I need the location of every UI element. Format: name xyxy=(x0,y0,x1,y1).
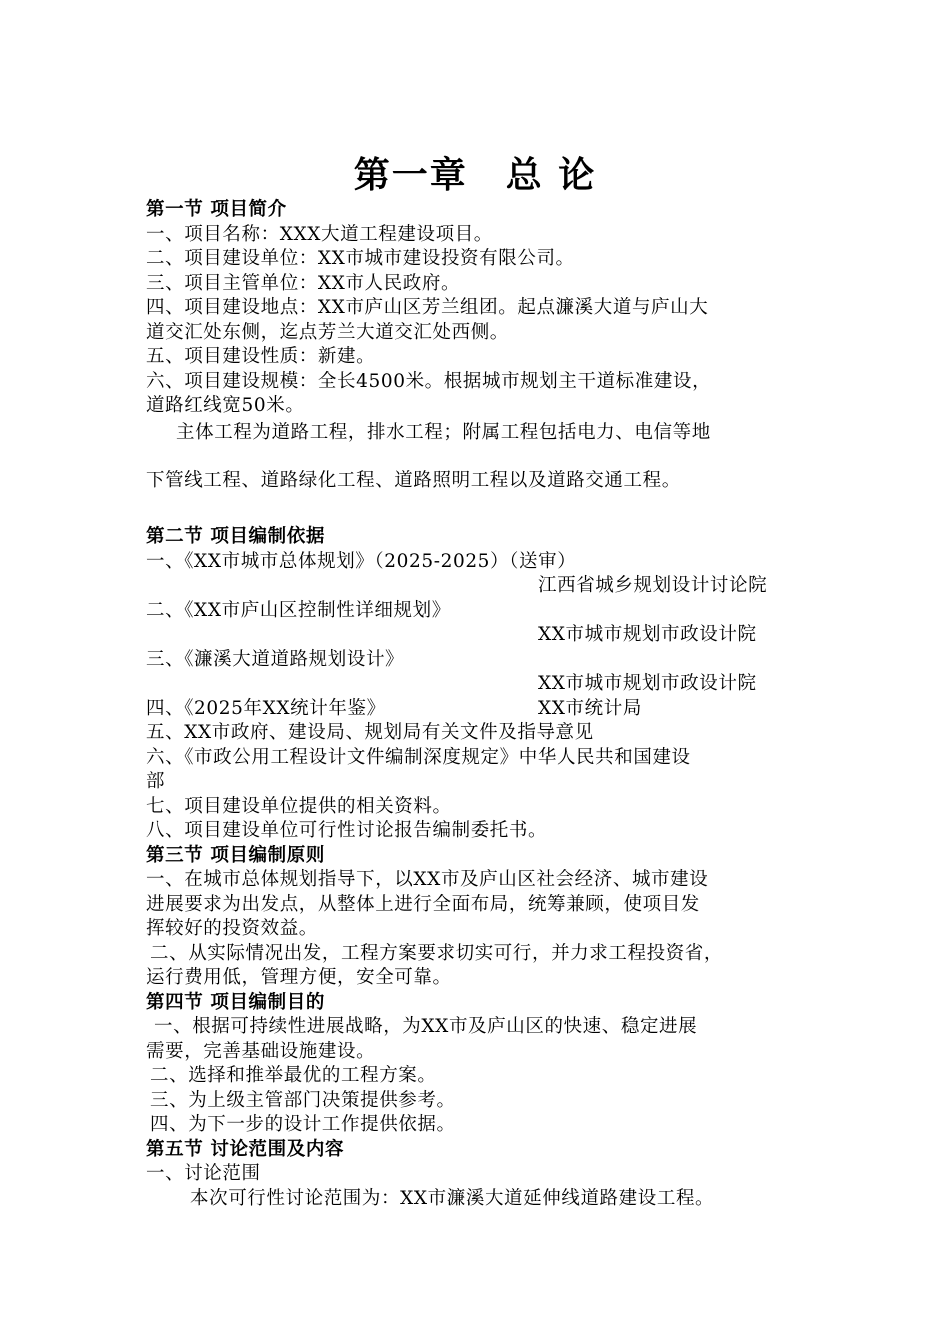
s2-line-8: 八、项目建设单位可行性讨论报告编制委托书。 xyxy=(146,820,548,841)
s1-paragraph-2: 下管线工程、道路绿化工程、道路照明工程以及道路交通工程。 xyxy=(146,469,681,491)
s1-line-1: 一、项目名称：XXX大道工程建设项目。 xyxy=(146,223,493,245)
s4-line-3: 三、为上级主管部门决策提供参考。 xyxy=(150,1089,456,1111)
s1-line-2: 二、项目建设单位：XX市城市建设投资有限公司。 xyxy=(146,248,575,269)
s1-line-5: 五、项目建设性质：新建。 xyxy=(146,346,376,367)
s2-line-4-source: XX市统计局 xyxy=(538,697,642,719)
s2-line-1-source: 江西省城乡规划设计讨论院 xyxy=(538,575,768,596)
s2-line-6a: 六、《市政公用工程设计文件编制深度规定》中华人民共和国建设 xyxy=(146,746,691,768)
s2-line-1: 一、《XX市城市总体规划》（2025-2025）（送审） xyxy=(146,550,577,572)
s1-line-6a: 六、项目建设规模：全长4500米。根据城市规划主干道标准建设， xyxy=(146,370,712,392)
section-1-heading: 第一节 项目简介 xyxy=(146,199,287,220)
chapter-title: 第一章 总 论 xyxy=(353,155,597,196)
s3-line-1b: 进展要求为出发点，从整体上进行全面布局，统筹兼顾，使项目发 xyxy=(146,893,700,915)
s5-line-2: 本次可行性讨论范围为：XX市濂溪大道延伸线道路建设工程。 xyxy=(190,1187,715,1209)
s1-paragraph-1: 主体工程为道路工程，排水工程；附属工程包括电力、电信等地 xyxy=(176,421,711,443)
s4-line-1a: 一、根据可持续性进展战略，为XX市及庐山区的快速、稳定进展 xyxy=(154,1016,698,1037)
s3-line-2b: 运行费用低，管理方便，安全可靠。 xyxy=(146,967,452,988)
section-spacer xyxy=(146,493,826,525)
s3-line-1c: 挥较好的投资效益。 xyxy=(146,918,318,939)
s2-line-4: 四、《2025年XX统计年鉴》 xyxy=(146,697,386,719)
s1-line-3: 三、项目主管单位：XX市人民政府。 xyxy=(146,272,461,294)
s2-line-2-source: XX市城市规划市政设计院 xyxy=(538,624,757,645)
s5-line-1: 一、讨论范围 xyxy=(146,1163,261,1184)
document-body xyxy=(146,198,826,1211)
s2-line-3: 三、《濂溪大道道路规划设计》 xyxy=(146,648,405,670)
s2-line-6b: 部 xyxy=(146,771,166,792)
section-5-heading: 第五节 讨论范围及内容 xyxy=(146,1138,345,1160)
s2-line-7: 七、项目建设单位提供的相关资料。 xyxy=(146,795,452,817)
section-3-heading: 第三节 项目编制原则 xyxy=(146,844,325,866)
s4-line-2: 二、选择和推举最优的工程方案。 xyxy=(150,1065,437,1086)
s1-line-4a: 四、项目建设地点：XX市庐山区芳兰组团。起点濂溪大道与庐山大 xyxy=(146,297,709,318)
s1-line-6b: 道路红线宽50米。 xyxy=(146,395,305,416)
s1-line-4b: 道交汇处东侧，迄点芳兰大道交汇处西侧。 xyxy=(146,321,509,343)
s3-line-1a: 一、在城市总体规划指导下，以XX市及庐山区社会经济、城市建设 xyxy=(146,869,709,890)
s2-line-5: 五、XX市政府、建设局、规划局有关文件及指导意见 xyxy=(146,722,594,743)
section-4-heading: 第四节 项目编制目的 xyxy=(146,991,325,1013)
section-2-heading: 第二节 项目编制依据 xyxy=(146,526,325,547)
s4-line-1b: 需要，完善基础设施建设。 xyxy=(146,1040,376,1062)
s4-line-4: 四、为下一步的设计工作提供依据。 xyxy=(150,1114,456,1135)
s2-line-3-source: XX市城市规划市政设计院 xyxy=(538,673,757,694)
s3-line-2a: 二、从实际情况出发，工程方案要求切实可行，并力求工程投资省， xyxy=(150,942,724,964)
s2-line-4-row xyxy=(146,697,826,722)
s2-line-2: 二、《XX市庐山区控制性详细规划》 xyxy=(146,599,451,621)
